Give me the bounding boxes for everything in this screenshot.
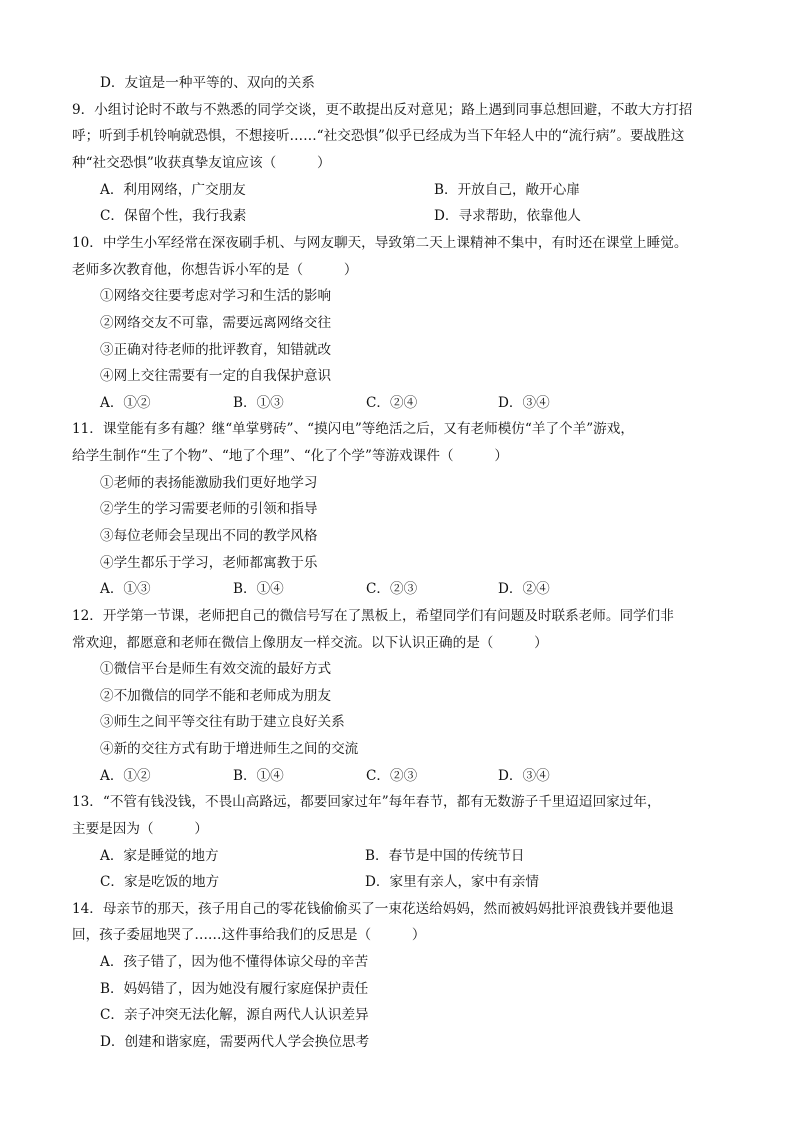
q12-option-c: C．②③ [366, 768, 418, 784]
q10-option-d: D．③④ [498, 395, 550, 411]
q13-option-b: B．春节是中国的传统节日 [365, 848, 525, 864]
q10-statement-3: ③正确对待老师的批评教育，知错就改 [100, 342, 332, 358]
q9-stem-line2: 呼；听到手机铃响就恐惧，不想接听……“社交恐惧”似乎已经成为当下年轻人中的“流行病”。要战胜这 [72, 128, 685, 144]
q10-stem-line1: 10．中学生小军经常在深夜刷手机、与网友聊天，导致第二天上课精神不集中，有时还在课堂上睡觉。 [72, 235, 688, 251]
q12-statement-1: ①微信平台是师生有效交流的最好方式 [100, 661, 332, 677]
q14-option-b: B．妈妈错了，因为她没有履行家庭保护责任 [100, 981, 369, 997]
q12-option-b: B．①④ [233, 768, 284, 784]
q10-stem-line2: 老师多次教育他，你想告诉小军的是（ ） [72, 262, 358, 278]
q11-statement-3: ③每位老师会呈现出不同的教学风格 [100, 528, 318, 544]
q13-stem-line1: 13．“不管有钱没钱，不畏山高路远，都要回家过年”每年春节，都有无数游子千里迢迢回家过年， [72, 794, 661, 810]
q9-stem-line1: 9．小组讨论时不敢与不熟悉的同学交谈，更不敢提出反对意见；路上遇到同事总想回避，不敢大方打招 [72, 102, 693, 118]
q12-stem-line1: 12．开学第一节课，老师把自己的微信号写在了黑板上，希望同学们有问题及时联系老师。同学们非 [72, 608, 674, 624]
q14-stem-line2: 回，孩子委屈地哭了……这件事给我们的反思是（ ） [72, 927, 426, 943]
q11-option-d: D．②④ [498, 581, 550, 597]
q10-option-b: B．①③ [233, 395, 284, 411]
q12-statement-4: ④新的交往方式有助于增进师生之间的交流 [100, 741, 359, 757]
q10-option-c: C．②④ [366, 395, 418, 411]
q11-stem-line2: 给学生制作“生了个物”、“地了个理”、“化了个学”等游戏课件（ ） [72, 448, 508, 464]
q11-option-c: C．②③ [366, 581, 418, 597]
q12-statement-3: ③师生之间平等交往有助于建立良好关系 [100, 714, 345, 730]
q13-option-c: C．家是吃饭的地方 [100, 874, 220, 890]
q12-stem-line2: 常欢迎，都愿意和老师在微信上像朋友一样交流。以下认识正确的是（ ） [72, 635, 548, 651]
q9-option-c: C．保留个性，我行我素 [100, 208, 247, 224]
q10-option-a: A．①② [100, 395, 151, 411]
q9-option-a: A．利用网络，广交朋友 [100, 182, 246, 198]
q12-option-d: D．③④ [498, 768, 550, 784]
q13-stem-line2: 主要是因为（ ） [72, 821, 208, 837]
q9-option-d: D．寻求帮助，依靠他人 [434, 208, 581, 224]
q13-option-a: A．家是睡觉的地方 [100, 848, 219, 864]
q10-statement-4: ④网上交往需要有一定的自我保护意识 [100, 368, 332, 384]
q14-option-c: C．亲子冲突无法化解，源自两代人认识差异 [100, 1007, 369, 1023]
q13-option-d: D．家里有亲人，家中有亲情 [365, 874, 540, 890]
q12-statement-2: ②不加微信的同学不能和老师成为朋友 [100, 688, 332, 704]
q9-stem-line3: 种“社交恐惧”收获真挚友谊应该（ ） [72, 155, 331, 171]
q11-statement-1: ①老师的表扬能激励我们更好地学习 [100, 475, 318, 491]
q9-option-b: B．开放自己，敞开心扉 [434, 182, 580, 198]
q14-stem-line1: 14．母亲节的那天，孩子用自己的零花钱偷偷买了一束花送给妈妈，然而被妈妈批评浪费钱并要他退 [72, 901, 674, 917]
q8-option-d: D．友谊是一种平等的、双向的关系 [100, 75, 315, 91]
q11-stem-line1: 11．课堂能有多有趣？继“单掌劈砖”、“摸闪电”等绝活之后，又有老师模仿“羊了个羊”游戏， [72, 421, 634, 437]
q11-statement-2: ②学生的学习需要老师的引领和指导 [100, 501, 318, 517]
q14-option-a: A．孩子错了，因为他不懂得体谅父母的辛苦 [100, 954, 369, 970]
q14-option-d: D．创建和谐家庭，需要两代人学会换位思考 [100, 1034, 370, 1050]
q10-statement-1: ①网络交往要考虑对学习和生活的影响 [100, 288, 332, 304]
q11-option-a: A．①③ [100, 581, 151, 597]
q12-option-a: A．①② [100, 768, 151, 784]
q11-statement-4: ④学生都乐于学习，老师都寓教于乐 [100, 555, 318, 571]
q10-statement-2: ②网络交友不可靠，需要远离网络交往 [100, 315, 332, 331]
q11-option-b: B．①④ [233, 581, 284, 597]
